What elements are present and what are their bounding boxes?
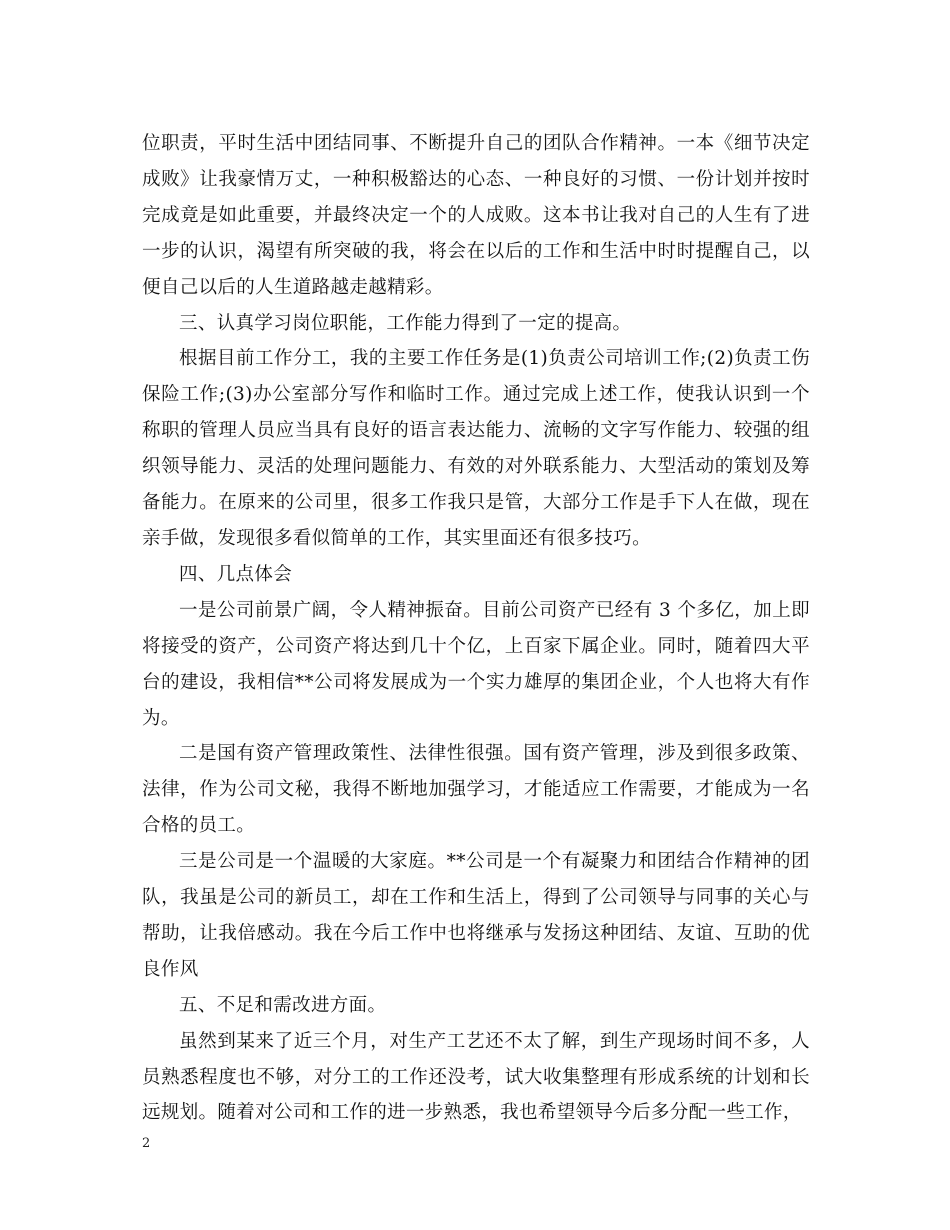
paragraph-6: 二是国有资产管理政策性、法律性很强。国有资产管理，涉及到很多政策、法律，作为公司文秘，我得不断地加强学习，才能适应工作需要，才能成为一名合格的员工。	[142, 743, 810, 837]
paragraph-2: 三、认真学习岗位职能，工作能力得到了一定的提高。	[179, 312, 632, 334]
document-body	[142, 126, 810, 1131]
paragraph-8: 五、不足和需改进方面。	[179, 994, 387, 1016]
paragraph-5: 一是公司前景广阔，令人精神振奋。目前公司资产已经有 3 个多亿，加上即将接受的资产，公司资产将达到几十个亿，上百家下属企业。同时，随着四大平台的建设，我相信**公司将发展成为一个实力雄厚的集团企业，个人也将大有作为。	[142, 599, 810, 729]
paragraph-1: 位职责，平时生活中团结同事、不断提升自己的团队合作精神。一本《细节决定成败》让我豪情万丈，一种积极豁达的心态、一种良好的习惯、一份计划并按时完成竟是如此重要，并最终决定一个的人成败。这本书让我对自己的人生有了进一步的认识，渴望有所突破的我，将会在以后的工作和生活中时时提醒自己，以便自己以后的人生道路越走越精彩。	[142, 133, 810, 298]
paragraph-4: 四、几点体会	[179, 563, 293, 585]
paragraph-9: 虽然到某来了近三个月，对生产工艺还不太了解，到生产现场时间不多，人员熟悉程度也不够，对分工的工作还没考，试大收集整理有形成系统的计划和长远规划。随着对公司和工作的进一步熟悉，我也希望领导今后多分配一些工作，	[142, 1030, 810, 1124]
paragraph-3: 根据目前工作分工，我的主要工作任务是(1)负责公司培训工作;(2)负责工伤保险工作;(3)办公室部分写作和临时工作。通过完成上述工作，使我认识到一个称职的管理人员应当具有良好的语言表达能力、流畅的文字写作能力、较强的组织领导能力、灵活的处理问题能力、有效的对外联系能力、大型活动的策划及筹备能力。在原来的公司里，很多工作我只是管，大部分工作是手下人在做，现在亲手做，发现很多看似简单的工作，其实里面还有很多技巧。	[142, 348, 810, 549]
paragraph-7: 三是公司是一个温暖的大家庭。**公司是一个有凝聚力和团结合作精神的团队，我虽是公司的新员工，却在工作和生活上，得到了公司领导与同事的关心与帮助，让我倍感动。我在今后工作中也将继承与发扬这种团结、友谊、互助的优良作风	[142, 851, 810, 980]
page-number: 2	[142, 1136, 151, 1151]
